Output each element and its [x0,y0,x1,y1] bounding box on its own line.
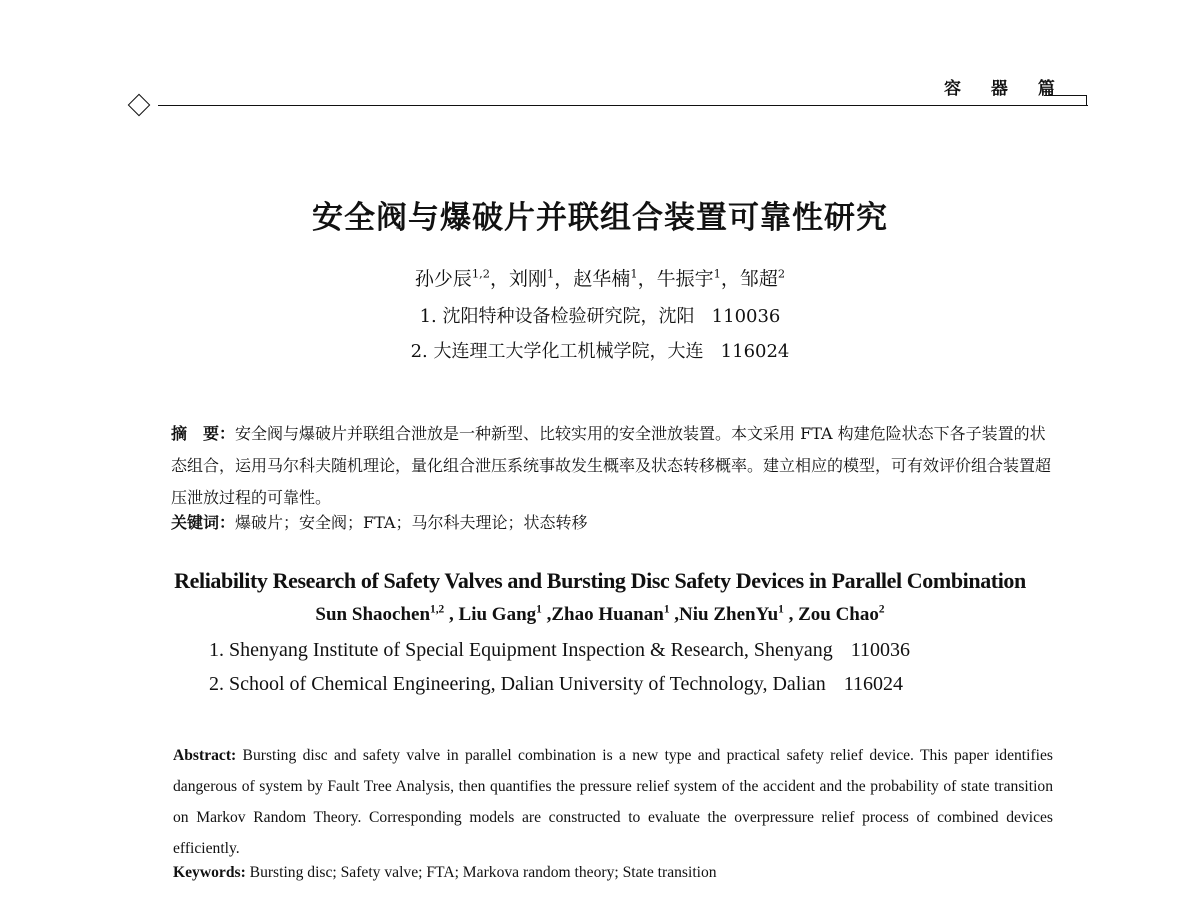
en-keywords-label: Keywords: [173,864,246,881]
cn-affiliation-1: 1. 沈阳特种设备检验研究院，沈阳 110036 [419,306,781,327]
en-author: Liu Gang$^1$ , [458,603,552,625]
header-rule [158,105,1088,106]
diamond-ornament-icon [128,94,151,117]
en-author: Sun Shaochen$^{1,2}$ , [315,603,459,625]
cn-author: 牛振宇$^1$， [656,266,740,290]
cn-abstract [171,418,1051,514]
en-abstract [173,740,1053,864]
cn-abstract-text: 安全阀与爆破片并联组合泄放是一种新型、比较实用的安全泄放装置。本文采用 FTA 构建危险状态下各子装置的状态组合，运用马尔科夫随机理论，量化组合泄压系统事故发生概率及状态转移概率。建立相应的模型，可有效评价组合装置超压泄放过程的可靠性。 [171,424,1052,507]
cn-author: 刘刚$^1$， [509,266,574,290]
en-author: Zou Chao$^2$ [798,603,885,625]
header-tab-bracket [1044,95,1087,106]
en-author: Zhao Huanan$^1$ , [551,603,680,625]
section-label: 容 器 篇 [944,79,1067,99]
en-abstract-text: Bursting disc and safety valve in parallel combination is a new type and practical safety relief device. This paper identifies dangerous of system by Fault Tree Analysis, then quantifies the pressure relief system of the accident and the probability of state transition on Markov Random Theory. Corresponding models are constructed to evaluate the overpressure relief process of combined devices efficiently. [173,747,1053,857]
cn-keywords-text: 爆破片；安全阀；FTA；马尔科夫理论；状态转移 [235,513,588,532]
cn-author: 邹超$^2$ [739,266,786,290]
cn-affiliation-2: 2. 大连理工大学化工机械学院，大连 116024 [410,341,790,362]
cn-keywords-label: 关键词： [171,513,236,532]
en-title: Reliability Research of Safety Valves and Bursting Disc Safety Devices in Parallel Combination [174,568,1026,593]
en-author: Niu ZhenYu$^1$ , [679,603,799,625]
en-abstract-label: Abstract: [173,747,237,764]
cn-abstract-label: 摘 要： [171,424,236,443]
en-keywords-text: Bursting disc; Safety valve; FTA; Markova random theory; State transition [245,864,717,881]
cn-title: 安全阀与爆破片并联组合装置可靠性研究 [312,200,888,236]
en-authors [0,604,1200,626]
cn-authors [0,264,1200,291]
cn-keywords [171,510,1051,533]
en-keywords [173,864,1053,882]
en-affiliation-1: 1. Shenyang Institute of Special Equipment Inspection & Research, Shenyang 110036 [209,639,911,661]
cn-author: 孙少辰$^{1,2}$， [414,266,510,290]
cn-author: 赵华楠$^1$， [573,266,657,290]
en-affiliation-2: 2. School of Chemical Engineering, Dalian University of Technology, Dalian 116024 [209,673,904,695]
